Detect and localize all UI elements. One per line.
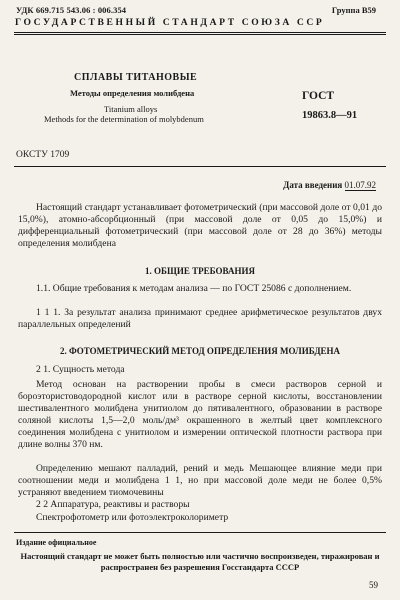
method-principle-paragraph: Метод основан на растворении пробы в смеси растворов серной и бороэтористоводородной кислот или в растворе серной кислоты, восстановлении шестивалентного молибдена унитиолом до пятивалентного, образовании в растворе соляной кислоты 1,5—2,0 моль/дм³ окрашенного в желтый цвет комплексного соединения молибдена с унитиолом и измерении оптической плотности раствора при длине волны 370 нм. xyxy=(18,379,382,450)
intro-paragraph: Настоящий стандарт устанавливает фотометрический (при массовой доле от 0,01 до 15,0%), атомно-абсорбционный (при массовой доле от 0,05 до 15,0%) и дифференциальный фотометрический (при массовой доле от 28 до 36%) методы определения молибдена xyxy=(18,202,382,249)
effective-date xyxy=(283,180,376,190)
official-edition-label: Издание официальное xyxy=(16,538,97,547)
clause-2-1-heading: 2 1. Сущность метода xyxy=(36,364,125,375)
effective-date-value: 01.07.92 xyxy=(344,180,376,190)
copyright-notice: Настоящий стандарт не может быть полностью или частично воспроизведен, тиражирован и распространен без разрешения Госстандарта СССР xyxy=(20,551,380,572)
clause-1-1-1: 1 1 1. За результат анализа принимают среднее арифметическое результатов двух параллельных определений xyxy=(18,307,382,330)
gost-label: ГОСТ xyxy=(302,90,335,102)
footer-divider xyxy=(14,532,386,533)
equipment-item: Спектрофотометр или фотоэлектроколориметр xyxy=(36,512,229,523)
section-2-heading: 2. ФОТОМЕТРИЧЕСКИЙ МЕТОД ОПРЕДЕЛЕНИЯ МОЛИБДЕНА xyxy=(59,346,341,356)
okstu-divider xyxy=(14,166,386,167)
group-code: Группа B59 xyxy=(331,5,376,15)
clause-2-2-heading: 2 2 Аппаратура, реактивы и растворы xyxy=(36,499,190,510)
effective-date-label: Дата введения xyxy=(283,180,343,190)
english-title: Titanium alloys xyxy=(104,104,158,114)
gost-number: 19863.8—91 xyxy=(302,110,358,121)
clause-1-1: 1.1. Общие требования к методам анализа — по ГОСТ 25086 с дополнением. xyxy=(36,283,352,294)
interference-paragraph: Определению мешают палладий, рений и медь Мешающее влияние меди при соотношении меди и молибдена 1 1, но при массовой доле меди не более 0,5% устраняют введением тиомочевины xyxy=(18,463,382,498)
document-subtitle: Методы определения молибдена xyxy=(70,88,195,98)
document-title: СПЛАВЫ ТИТАНОВЫЕ xyxy=(74,72,198,83)
header-divider xyxy=(14,32,386,35)
page-number: 59 xyxy=(369,580,378,590)
state-standard-banner: ГОСУДАРСТВЕННЫЙ СТАНДАРТ СОЮЗА ССР xyxy=(15,17,325,28)
english-subtitle: Methods for the determination of molybdenum xyxy=(44,114,204,124)
okstu-code: ОКСТУ 1709 xyxy=(16,150,70,160)
section-1-heading: 1. ОБЩИЕ ТРЕБОВАНИЯ xyxy=(145,266,255,276)
udc-code: УДК 669.715 543.06 : 006.354 xyxy=(16,5,127,15)
